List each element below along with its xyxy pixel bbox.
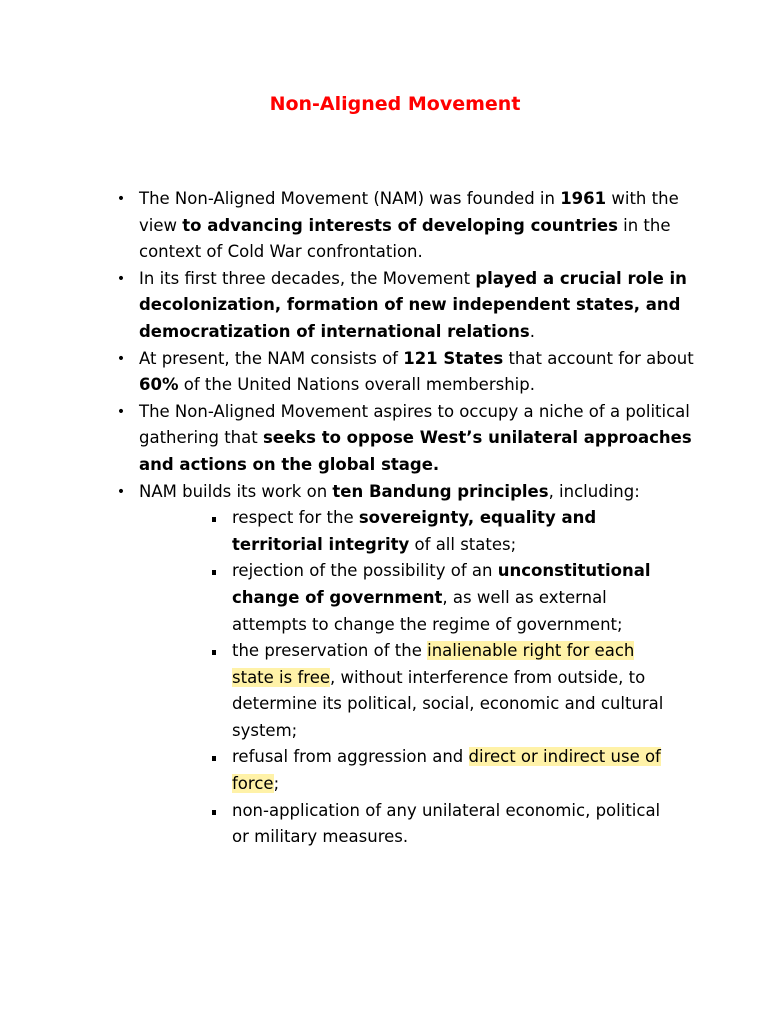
list-item	[116, 479, 699, 851]
item-text: The Non-Aligned Movement (NAM) was founded in	[139, 189, 561, 208]
sub-list-item	[232, 558, 672, 638]
bullet-dot-icon: •	[116, 270, 126, 287]
item-bold-text: sovereignty, equality and territorial integrity	[232, 508, 597, 554]
item-text: ;	[273, 774, 280, 794]
bullet-list	[116, 186, 699, 851]
item-bold-text: ten Bandung principles	[332, 481, 549, 501]
highlighted-text: inalienable right for each state is free	[232, 641, 635, 687]
item-text: of the United Nations overall membership.	[178, 375, 535, 395]
item-text: The Non-Aligned Movement aspires to occupy a niche of a political gathering that	[139, 401, 690, 448]
item-bold-text: to advancing interests of developing countries	[182, 215, 618, 235]
square-bullet-icon	[212, 810, 216, 815]
item-bold-text: 121 States	[403, 348, 504, 368]
item-text: the preservation of the	[232, 641, 428, 661]
item-text: refusal from aggression and	[232, 747, 469, 767]
bullet-dot-icon: •	[116, 403, 126, 420]
list-item	[116, 399, 699, 479]
item-bold-text: played a crucial role in decolonization, formation of new independent states, and democratization of international relations	[139, 268, 687, 341]
square-bullet-icon	[212, 756, 216, 761]
item-text: in the context of Cold War confrontation.	[139, 215, 671, 262]
list-item	[116, 186, 699, 266]
sub-list-item	[232, 505, 672, 558]
square-bullet-icon	[212, 650, 216, 655]
item-text: NAM builds its work on	[139, 481, 333, 501]
sub-list-item	[232, 744, 672, 797]
page-title: Non-Aligned Movement	[269, 93, 521, 115]
item-text: , without interference from outside, to determine its political, social, economic and cultural system;	[232, 667, 664, 740]
item-text: .	[529, 321, 535, 341]
item-text: that account for about	[503, 348, 694, 368]
principles-list	[232, 505, 672, 851]
sub-list-item	[232, 798, 672, 851]
item-bold-text: 60%	[139, 375, 179, 395]
bullet-dot-icon: •	[116, 191, 126, 207]
item-text: rejection of the possibility of an	[232, 561, 498, 581]
bullet-dot-icon: •	[116, 350, 126, 367]
item-text: of all states;	[409, 534, 517, 554]
item-text: At present, the NAM consists of	[139, 348, 404, 368]
square-bullet-icon	[212, 517, 216, 522]
list-item	[116, 266, 699, 346]
item-bold-text: 1961	[560, 189, 607, 208]
list-item	[116, 346, 699, 399]
item-text: , including:	[548, 481, 640, 501]
item-text: In its first three decades, the Movement	[139, 268, 476, 288]
sub-list-item	[232, 638, 672, 744]
item-text: with the view	[139, 189, 679, 235]
bullet-dot-icon: •	[116, 483, 126, 500]
item-text: respect for the	[232, 508, 359, 528]
item-bold-text: unconstitutional change of government	[232, 561, 651, 607]
item-text: non-application of any unilateral economic, political or military measures.	[232, 800, 661, 847]
square-bullet-icon	[212, 570, 216, 575]
item-text: , as well as external attempts to change the regime of government;	[232, 587, 623, 634]
item-bold-text: seeks to oppose West’s unilateral approaches and actions on the global stage.	[139, 428, 692, 474]
highlighted-text: direct or indirect use of force	[232, 747, 661, 794]
